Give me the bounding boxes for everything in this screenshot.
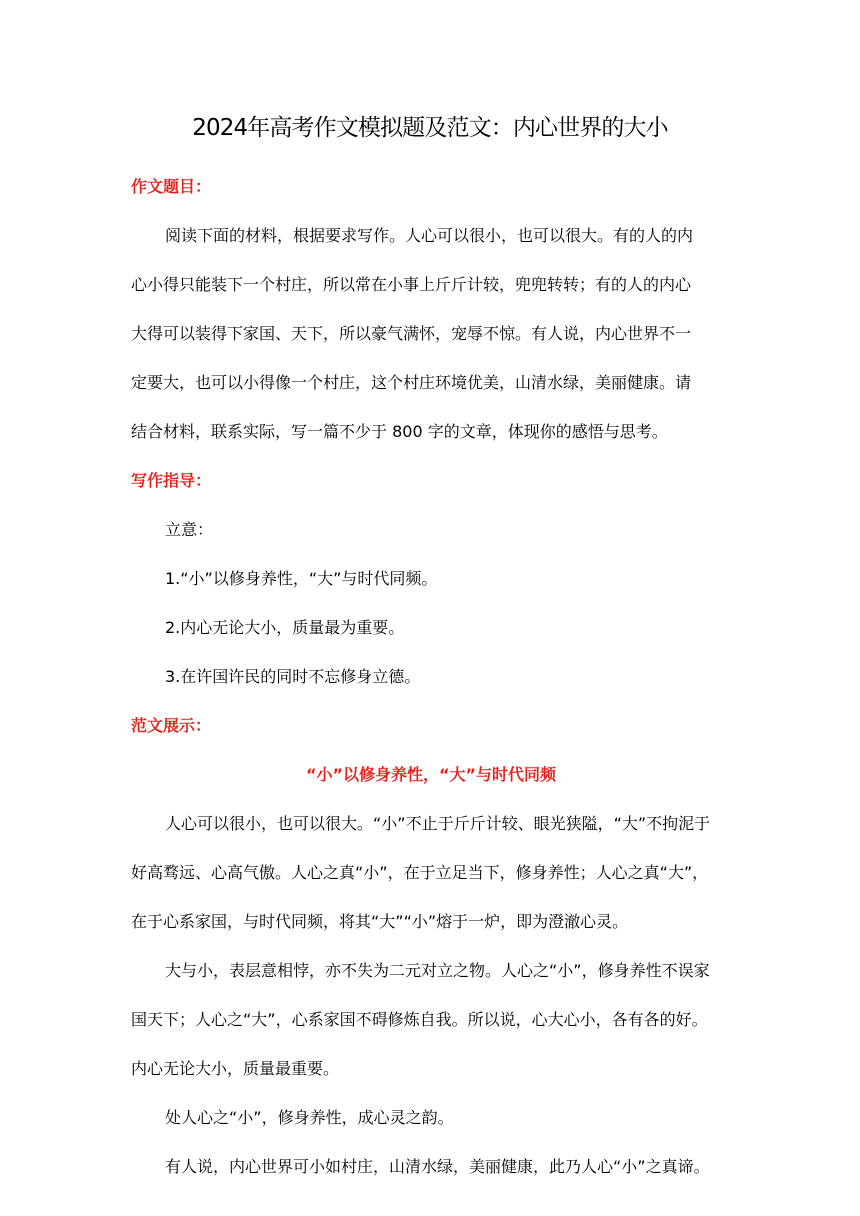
document-title: 2024年高考作文模拟题及范文：内心世界的大小 — [192, 115, 668, 141]
guide-point: 1.“小”以修身养性，“大”与时代同频。 — [165, 569, 438, 588]
prompt-line: 大得可以装得下家国、天下，所以豪气满怀，宠辱不惊。有人说，内心世界不一 — [131, 324, 692, 343]
prompt-line: 阅读下面的材料，根据要求写作。人心可以很小，也可以很大。有的人的内 — [165, 226, 694, 245]
essay-line: 内心无论大小，质量最重要。 — [131, 1059, 340, 1078]
guide-point: 3.在许国许民的同时不忘修身立德。 — [165, 667, 421, 686]
section-heading-prompt: 作文题目： — [131, 177, 212, 196]
essay-paragraph: 处人心之“小”，修身养性，成心灵之韵。 — [165, 1108, 454, 1127]
section-heading-essay: 范文展示： — [131, 716, 212, 735]
essay-paragraph — [131, 956, 731, 1084]
document-body — [131, 172, 731, 1201]
guide-point: 2.内心无论大小，质量最为重要。 — [165, 618, 405, 637]
section-heading-guide: 写作指导： — [131, 471, 212, 490]
essay-paragraph: 有人说，内心世界可小如村庄，山清水绿，美丽健康，此乃人心“小”之真谛。 — [165, 1157, 710, 1176]
guide-label: 立意： — [165, 520, 214, 539]
prompt-line: 心小得只能装下一个村庄，所以常在小事上斤斤计较，兜兜转转；有的人的内心 — [131, 275, 692, 294]
prompt-line: 定要大，也可以小得像一个村庄，这个村庄环境优美，山清水绿，美丽健康。请 — [131, 373, 692, 392]
essay-line: 大与小，表层意相悖，亦不失为二元对立之物。人心之“小”，修身养性不误家 — [165, 961, 710, 980]
essay-line: 在于心系家国，与时代同频，将其“大”“小”熔于一炉，即为澄澈心灵。 — [131, 912, 629, 931]
prompt-line: 结合材料，联系实际，写一篇不少于 800 字的文章，体现你的感悟与思考。 — [131, 422, 668, 441]
essay-line: 人心可以很小，也可以很大。“小”不止于斤斤计较、眼光狭隘，“大”不拘泥于 — [165, 814, 711, 833]
essay-title: “小”以修身养性，“大”与时代同频 — [305, 765, 557, 784]
essay-line: 好高骛远、心高气傲。人心之真“小”，在于立足当下，修身养性；人心之真“大”， — [131, 863, 709, 882]
essay-line: 国天下；人心之“大”，心系家国不碍修炼自我。所以说，心大心小，各有各的好。 — [131, 1010, 708, 1029]
essay-paragraph — [131, 809, 731, 937]
prompt-paragraph — [131, 221, 731, 447]
